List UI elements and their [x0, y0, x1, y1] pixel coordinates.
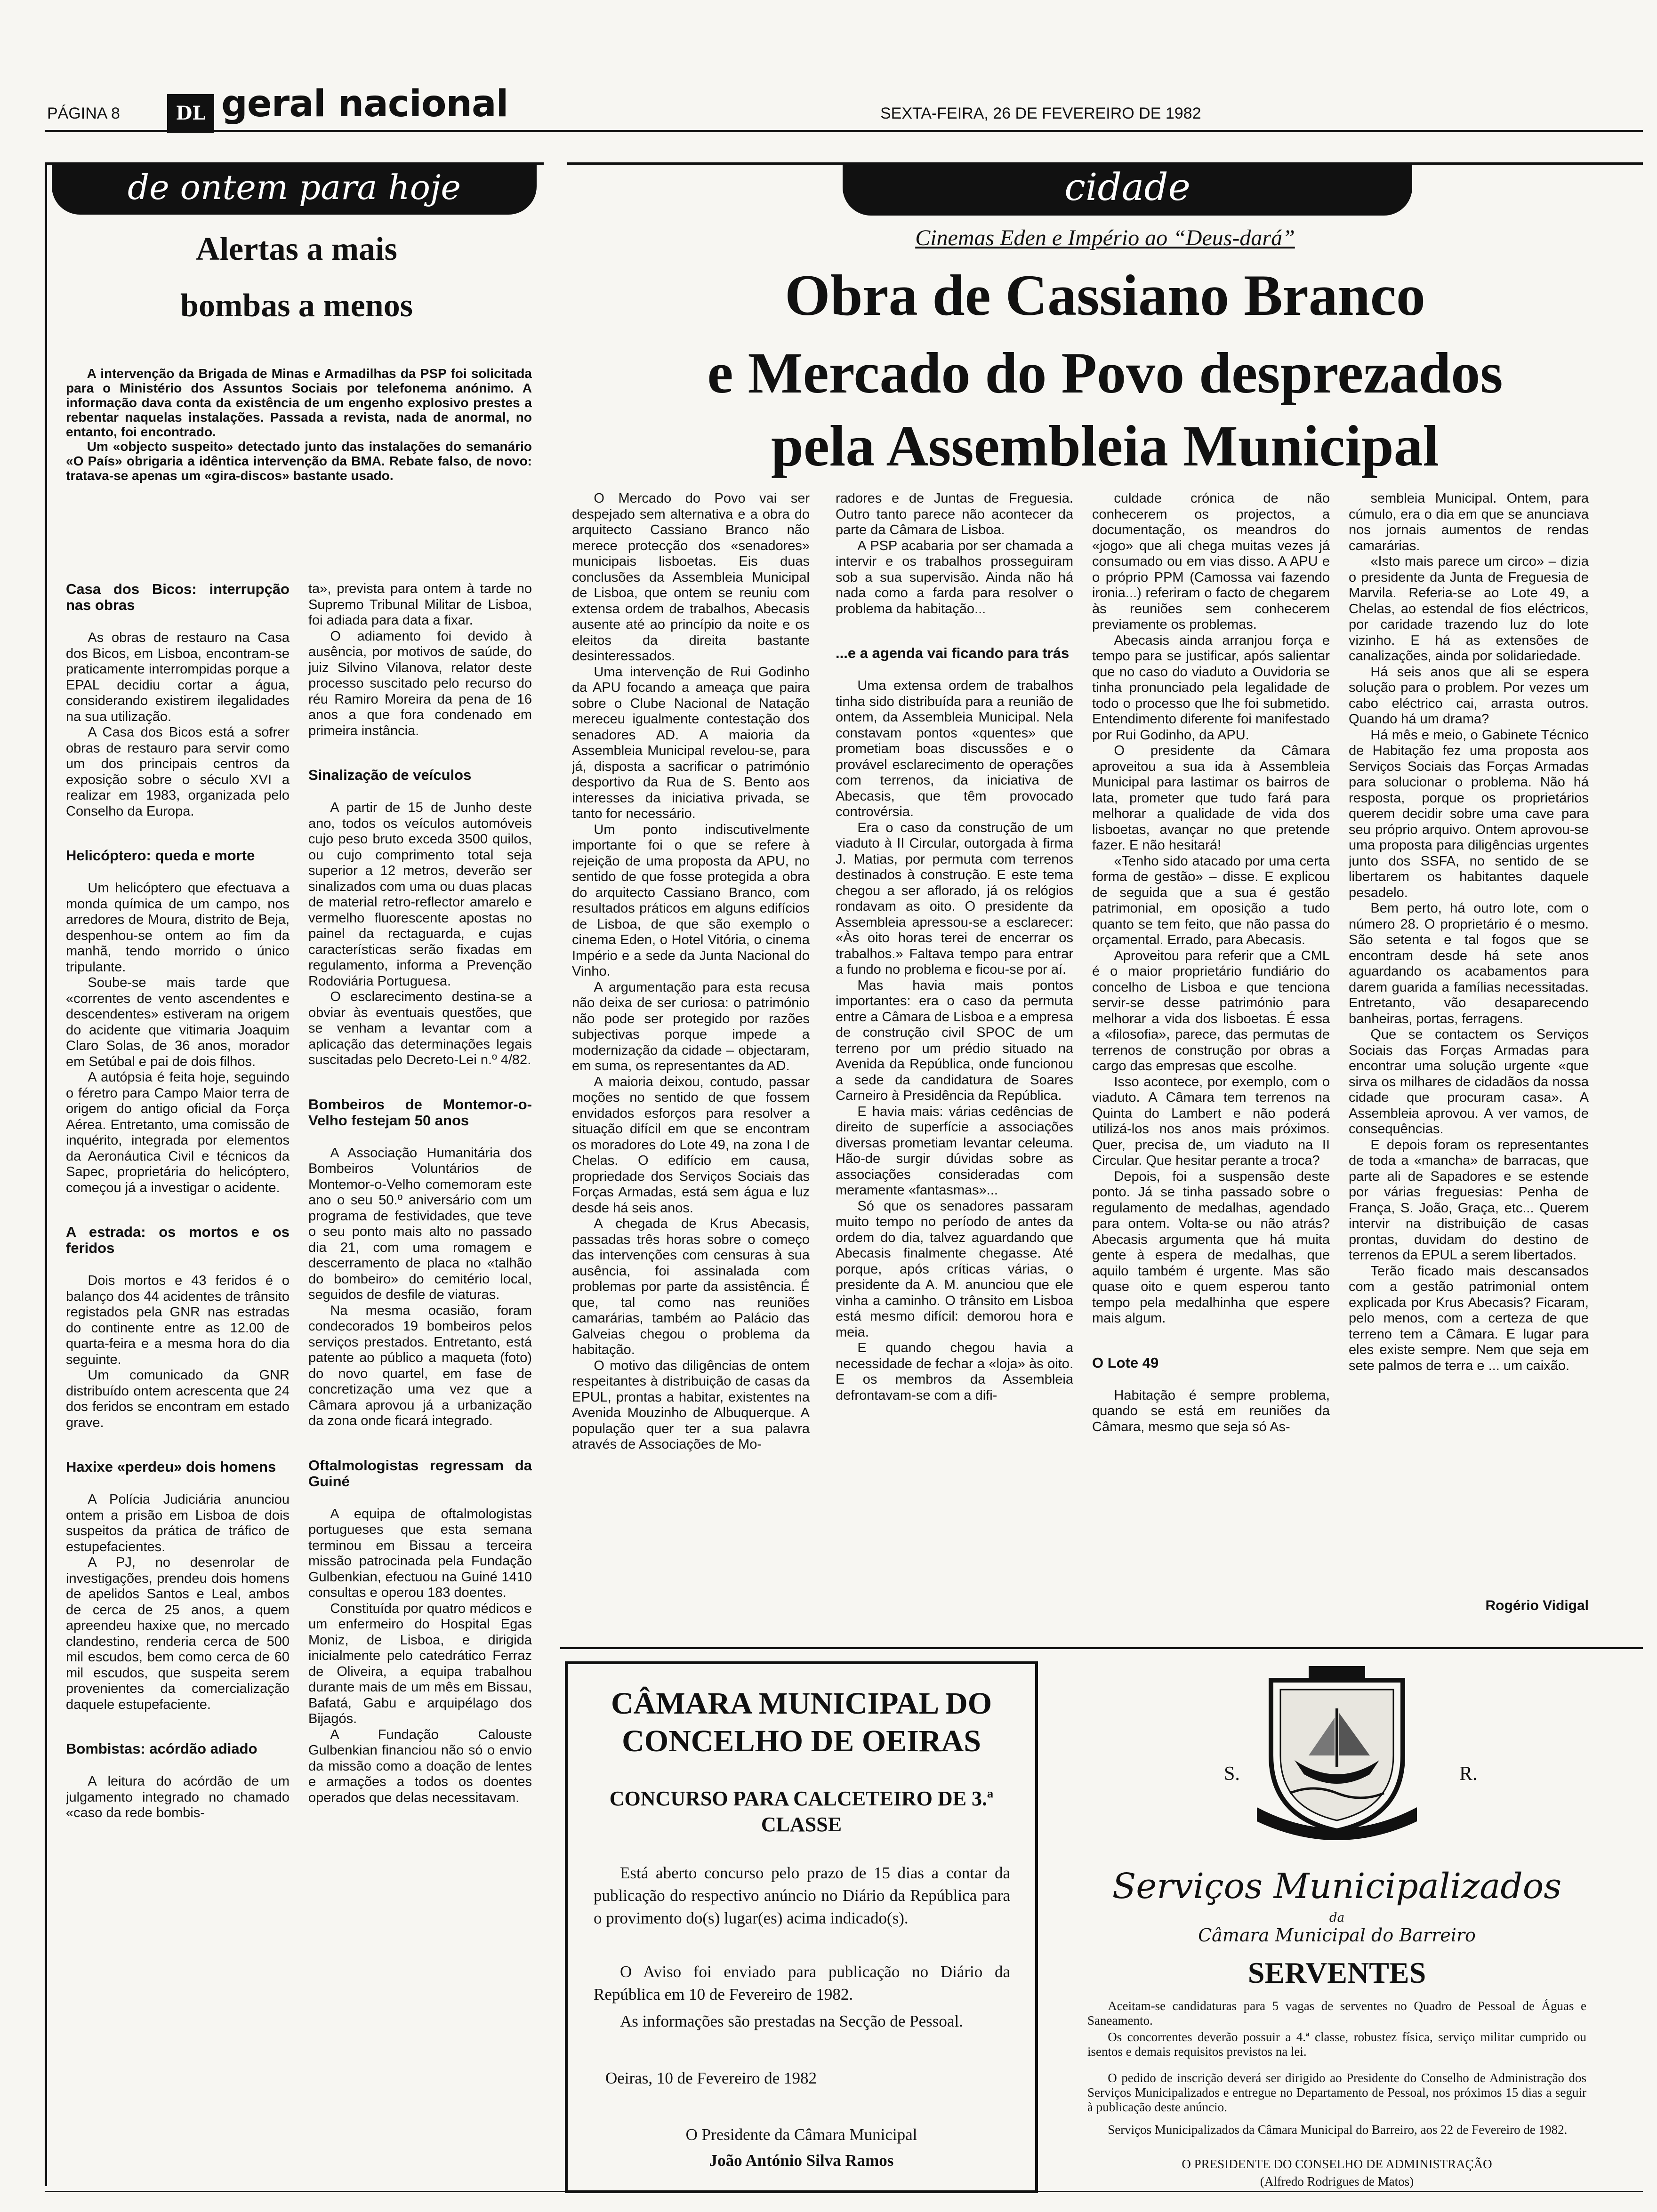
ad-oeiras-subtitle-2: CLASSE	[761, 1813, 842, 1836]
article-heading: Oftalmologistas regressam da Guiné	[308, 1457, 532, 1490]
left-section-banner: de ontem para hoje	[52, 164, 537, 215]
ad-barreiro-signer-title: O PRESIDENTE DO CONSELHO DE ADMINISTRAÇÃO	[1182, 2157, 1492, 2171]
article-section	[1349, 491, 1589, 1374]
article-paragraph: «Tenho sido atacado por uma certa forma de gestão» – disse. E explicou de seguida que a sua é gestão patrimonial, em oposição a tudo quanto se tem feito, que não passa do orçamental. Errado, para Abecasis.	[1092, 853, 1330, 947]
article-heading: Sinalização de veículos	[308, 767, 472, 783]
article-paragraph: Terão ficado mais descansados com a gestão patrimonial ontem explicada por Krus Abecasis? Ficaram, pelo menos, com a certeza de que terreno tem a Câmara. E lugar para eles existe sempre. Nem que seja em sete palmos de terra e ... um caixão.	[1349, 1263, 1589, 1373]
article-section	[66, 1741, 290, 1821]
ad-barreiro	[1069, 1664, 1605, 2196]
article-section	[66, 848, 290, 1196]
article-paragraph: Só que os senadores passaram muito tempo no período de antes da ordem do dia, talvez aguardando que Abecasis finalmente chegasse. Até porque, após críticas várias, o presidente da A. M. anunciou que ele vinha a caminho. O trânsito em Lisboa está mesmo difícil: demorou hora e meia.	[836, 1198, 1073, 1340]
ad-barreiro-script-title: Serviços Municipalizados	[1112, 1866, 1562, 1907]
ad-oeiras-title-2: CONCELHO DE OEIRAS	[622, 1724, 981, 1758]
ad-oeiras	[565, 1661, 1038, 2193]
article-paragraph: A chegada de Krus Abecasis, passadas três horas sobre o começo das intervenções com censuras à sua ausência, foi assinalada com problemas por parte da assistência. É que, tal como nas reuniões camarárias, também ao Palácio das Galveias chegou o problema da habitação.	[572, 1216, 810, 1357]
article-paragraph: O adiamento foi devido à ausência, por motivos de saúde, do juiz Silvino Vilanova, relator deste processo suscitado pelo recurso do réu Ramiro Moreira da pena de 16 anos a que fora condenado em primeira instância.	[308, 628, 532, 738]
article-paragraph: O Mercado do Povo vai ser despejado sem alternativa e a obra do arquitecto Cassiano Branco não merece protecção dos «senadores» municipais lisboetas. Eis duas conclusões da Assembleia Municipal de Lisboa, que ontem se reuniu com extensa ordem de trabalhos, Abecasis ausente até ao princípio da noite e os eleitos da direita bastante desinteressados.	[572, 491, 810, 664]
article-section	[836, 491, 1073, 617]
left-border-rule	[45, 162, 47, 2186]
article-paragraph: E quando chegou havia a necessidade de fechar a «loja» às oito. E os membros da Assembleia defrontavam-se com a difi-	[836, 1340, 1073, 1403]
ad-oeiras-paragraph: As informações são prestadas na Secção de Pessoal.	[620, 2012, 963, 2030]
article-paragraph: A leitura do acórdão de um julgamento integrado no chamado «caso da rede bombis-	[66, 1774, 290, 1820]
ad-oeiras-subtitle-1: CONCURSO PARA CALCETEIRO DE 3.ª	[609, 1787, 994, 1810]
article-paragraph: Era o caso da construção de um viaduto à II Circular, outorgada à firma J. Matias, por permuta com terrenos destinados à construção. E este tema chegou a ser aflorado, já os relógios rondavam as oito. O presidente da Assembleia apressou-se a esclarecer: «Às oito horas terei de encerrar os trabalhos.» Faltava tempo para entrar a fundo no problema e ficou-se por aí.	[836, 820, 1073, 977]
article-section	[1092, 491, 1330, 1327]
lead-paragraph: Um «objecto suspeito» detectado junto das instalações do semanário «O País» obrigaria a idêntica intervenção da BMA. Rebate falso, de novo: tratava-se apenas um «gira-discos» bastante usado.	[66, 439, 532, 483]
article-paragraph: A argumentação para esta recusa não deixa de ser curiosa: o património não pode ser protegido por razões subjectivas porque impede a modernização da cidade – objectaram, em suma, os representantes da AD.	[572, 979, 810, 1074]
article-heading: Helicóptero: queda e morte	[66, 847, 255, 864]
article-paragraph: Uma intervenção de Rui Godinho da APU focando a ameaça que paira sobre o Clube Nacional de Natação mereceu igualmente contestação dos senadores AD. A maioria da Assembleia Municipal revelou-se, para já, disposta a sacrificar o património desportivo da Rua de S. Bento aos interesses da iniciativa privada, se tanto for necessário.	[572, 664, 810, 821]
ad-barreiro-paragraph: Serviços Municipalizados da Câmara Municipal do Barreiro, aos 22 de Fevereiro de 1982.	[1108, 2123, 1568, 2137]
story-kicker: Cinemas Eden e Império ao “Deus-dará”	[915, 225, 1295, 250]
article-paragraph: Há mês e meio, o Gabinete Técnico de Habitação fez uma proposta aos Serviços Sociais das Forças Armadas para solucionar o problema. Não há resposta, porque os proprietários querem decidir sobre uma cave para seu próprio arquivo. Ontem aprovou-se uma proposta para diligências urgentes junto dos SSFA, no sentido de se libertarem os habitantes daquele pesadelo.	[1349, 727, 1589, 900]
article-paragraph: Soube-se mais tarde que «correntes de vento ascendentes e descendentes» estiveram na origem do acidente que vitimaria Joaquim Claro Solas, de 36 anos, morador em Setúbal e pai de dois filhos.	[66, 975, 290, 1069]
article-section	[836, 645, 1073, 1403]
ad-barreiro-letter-s: S.	[1224, 1763, 1240, 1785]
left-headline-2: bombas a menos	[180, 288, 413, 324]
ad-oeiras-place-date: Oeiras, 10 de Fevereiro de 1982	[605, 2069, 817, 2087]
article-section	[308, 581, 532, 739]
article-heading: ...e a agenda vai ficando para trás	[836, 645, 1070, 661]
story-column-3	[1092, 491, 1330, 1620]
newspaper-logo: DL	[167, 94, 214, 133]
article-paragraph: O esclarecimento destina-se a obviar às eventuais questões, que se venham a levantar com a aplicação das determinações legais suscitadas pelo Decreto-Lei n.º 4/82.	[308, 989, 532, 1067]
article-paragraph: A Fundação Calouste Gulbenkian financiou não só o envio da missão como a doação de lentes e armações a todos os doentes operados que delas necessitavam.	[308, 1727, 532, 1805]
left-lead-story	[66, 366, 532, 536]
article-paragraph: A maioria deixou, contudo, passar moções no sentido de que fossem envidados esforços para resolver a situação difícil em que se encontram os moradores do Lote 49, na zona I de Chelas. O edifício em causa, propriedade dos Serviços Sociais das Forças Armadas, está sem água e luz desde há seis anos.	[572, 1074, 810, 1216]
article-paragraph: Uma extensa ordem de trabalhos tinha sido distribuída para a reunião de ontem, da Assembleia Municipal. Nela constavam pontos «quentes» que prometiam boas discussões e o provável esclarecimento de operações com terrenos, da iniciativa de Abecasis, que têm provocado controvérsia.	[836, 678, 1073, 819]
header-rule	[45, 130, 1643, 132]
article-heading: Casa dos Bicos: interrupção nas obras	[66, 581, 290, 613]
story-headline-1: Obra de Cassiano Branco	[785, 263, 1425, 328]
lead-paragraph: A intervenção da Brigada de Minas e Armadilhas da PSP foi solicitada para o Ministério dos Assuntos Sociais por telefonema anónimo. A informação dava conta da existência de um engenho explosivo prestes a rebentar naquelas instalações. Passada a revista, nada de anormal, no entanto, foi encontrado.	[66, 366, 532, 439]
left-column-2	[308, 581, 532, 2177]
ad-barreiro-script-de: da	[1329, 1911, 1345, 1925]
article-heading: Bombistas: acórdão adiado	[66, 1740, 257, 1757]
ad-oeiras-signer-title: O Presidente da Câmara Municipal	[685, 2125, 917, 2144]
ad-oeiras-paragraph: O Aviso foi enviado para publicação no Diário da República em 10 de Fevereiro de 1982.	[594, 1963, 1010, 2004]
article-paragraph: A Casa dos Bicos está a sofrer obras de restauro para servir como um dos principais centros da exposição sobre o século XVI a realizar em 1983, organizada pelo Conselho da Europa.	[66, 725, 290, 819]
story-column-1	[572, 491, 810, 1620]
article-paragraph: sembleia Municipal. Ontem, para cúmulo, era o dia em que se anunciava nos jornais aumentos de rendas camarárias.	[1349, 491, 1589, 553]
article-paragraph: Depois, foi a suspensão deste ponto. Já se tinha passado sobre o regulamento de medalhas, agendado para ontem. Volta-se ou não atrás? Abecasis argumenta que há muita gente à espera de medalhas, que aquilo também é urgente. Mas são quase oito e quem esperou tanto tempo pela medalhinha que espere mais algum.	[1092, 1169, 1330, 1326]
barreiro-coat-of-arms-icon	[1243, 1666, 1431, 1840]
article-paragraph: Na mesma ocasião, foram condecorados 19 bombeiros pelos serviços prestados. Entretanto, está patente ao público a maqueta (foto) do novo quartel, em fase de concretização uma vez que a Câmara aprovou já a urbanização da zona onde ficará integrado.	[308, 1303, 532, 1428]
article-section	[308, 1097, 532, 1429]
ad-barreiro-paragraph: O pedido de inscrição deverá ser dirigido ao Presidente do Conselho de Administração dos Serviços Municipalizados e entregue no Departamento de Pessoal, nos próximos 15 dias a seguir à publicação deste anúncio.	[1087, 2071, 1586, 2114]
article-section	[66, 581, 290, 819]
article-paragraph: radores e de Juntas de Freguesia. Outro tanto parece não acontecer da parte da Câmara de Lisboa.	[836, 491, 1073, 537]
ad-barreiro-script-subtitle: Câmara Municipal do Barreiro	[1198, 1925, 1476, 1946]
article-paragraph: Bem perto, há outro lote, com o número 28. O proprietário é o mesmo. São setenta e tal fogos que se encontram desde há sete anos aguardando os acabamentos para darem guarida a famílias necessitadas. Entretanto, vão desaparecendo banheiras, portas, ferragens.	[1349, 901, 1589, 1026]
article-paragraph: A Associação Humanitária dos Bombeiros Voluntários de Montemor-o-Velho comemoram este ano o seu 50.º aniversário com um programa de festividades, que teve o seu ponto mais alto no passado dia 21, com uma romagem e descerramento de placa no «talhão do bombeiro» do cemitério local, seguidos de desfile de viaturas.	[308, 1145, 532, 1302]
article-paragraph: Um comunicado da GNR distribuído ontem acrescenta que 24 dos feridos se encontram em estado grave.	[66, 1368, 290, 1430]
article-paragraph: A partir de 15 de Junho deste ano, todos os veículos automóveis cujo peso bruto exceda 3500 quilos, ou cujo comprimento total seja superior a 12 metros, deverão ser sinalizados com uma ou duas placas de material retro-reflector amarelo e vermelho fluorescente apostas no painel da rectaguarda, e cujas características serão fixadas em regulamento, informa a Prevenção Rodoviária Portuguesa.	[308, 800, 532, 989]
article-section	[308, 767, 532, 1068]
issue-date: SEXTA-FEIRA, 26 DE FEVEREIRO DE 1982	[880, 104, 1201, 122]
article-paragraph: A PJ, no desenrolar de investigações, prendeu dois homens de apelidos Santos e Leal, ambos de cerca de 25 anos, a quem apreendeu haxixe que, no mercado clandestino, renderia cerca de 500 mil escudos, bem como cerca de 60 mil escudos, que suspeita serem provenientes da comercialização daquele estupefaciente.	[66, 1555, 290, 1712]
ad-barreiro-heading: SERVENTES	[1247, 1956, 1426, 1989]
story-column-4	[1349, 491, 1589, 1592]
article-paragraph: A autópsia é feita hoje, seguindo o féretro para Campo Maior terra de origem do antigo oficial da Força Aérea. Entretanto, uma comissão de inquérito, integrada por elementos da Aeronáutica Civil e técnicos da Sapec, proprietária do helicóptero, começou já a investigar o acidente.	[66, 1070, 290, 1195]
article-section	[1092, 1355, 1330, 1435]
byline: Rogério Vidigal	[1485, 1598, 1589, 1613]
left-column-1	[66, 581, 290, 2177]
article-paragraph: A Polícia Judiciária anunciou ontem a prisão em Lisboa de dois suspeitos da prática de tráfico de estupefacientes.	[66, 1492, 290, 1555]
article-section	[66, 1224, 290, 1431]
ads-top-rule	[560, 1647, 1643, 1649]
ad-oeiras-signer-name: João António Silva Ramos	[709, 2151, 894, 2170]
article-paragraph: O presidente da Câmara aproveitou a sua ida à Assembleia Municipal para lastimar os bairros de lata, prometer que tudo fará para melhorar a qualidade de vida dos lisboetas, avançar no que pretende fazer. E não hesitará!	[1092, 743, 1330, 853]
article-paragraph: Constituída por quatro médicos e um enfermeiro do Hospital Egas Moniz, de Lisboa, e dirigida inicialmente pelo catedrático Ferraz de Oliveira, a equipa trabalhou durante mais de um mês em Bissau, Bafatá, Gabu e arquipélago dos Bijagós.	[308, 1601, 532, 1726]
article-paragraph: Há seis anos que ali se espera solução para o problem. Por vezes um cabo eléctrico cai, arrasta outros. Quando há um drama?	[1349, 664, 1589, 727]
left-headline-1: Alertas a mais	[196, 231, 397, 267]
ad-barreiro-paragraph: Aceitam-se candidaturas para 5 vagas de serventes no Quadro de Pessoal de Águas e Saneamento.	[1087, 1999, 1586, 2028]
article-paragraph: Que se contactem os Serviços Sociais das Forças Armadas para encontrar uma solução urgente «que sirva os milhares de cidadãos da nossa cidade que procuram casa». A Assembleia aprovou. A ver vamos, de consequências.	[1349, 1027, 1589, 1137]
article-paragraph: A equipa de oftalmologistas portugueses que esta semana terminou em Bissau a terceira missão patrocinada pela Fundação Gulbenkian, efectuou na Guiné 1410 consultas e operou 183 doentes.	[308, 1506, 532, 1600]
ad-barreiro-letter-r: R.	[1459, 1763, 1478, 1785]
ad-oeiras-paragraph: Está aberto concurso pelo prazo de 15 dias a contar da publicação do respectivo anúncio no Diário da República para o provimento do(s) lugar(es) acima indicado(s).	[594, 1864, 1010, 1927]
ad-barreiro-signer-name: (Alfredo Rodrigues de Matos)	[1260, 2174, 1414, 2188]
article-heading: A estrada: os mortos e os feridos	[66, 1224, 290, 1256]
story-column-2	[836, 491, 1073, 1620]
article-section	[66, 1459, 290, 1713]
page-bottom-rule	[45, 2191, 1643, 2192]
article-paragraph: Abecasis ainda arranjou força e tempo para se justificar, após salientar que no caso do viaduto a Ouvidoria se tinha pronunciado pela legalidade de todo o processo que lhe foi submetido. Entendimento diferente foi manifestado por Rui Godinho, da APU.	[1092, 633, 1330, 743]
article-heading: Bombeiros de Montemor-o-Velho festejam 50 anos	[308, 1096, 532, 1129]
article-paragraph: Dois mortos e 43 feridos é o balanço dos 44 acidentes de trânsito registados pela GNR nas estradas do continente entre as 12.00 de quarta-feira e a mesma hora do dia seguinte.	[66, 1273, 290, 1367]
article-section	[308, 1458, 532, 1806]
article-section	[572, 491, 810, 1453]
article-paragraph: culdade crónica de não conhecerem os projectos, a documentação, os meandros do «jogo» que ali chega muitas vezes já consumado ou em vias disso. A APU e o próprio PPM (Camossa vai fazendo ironia...) referiram o facto de chegarem às reuniões sem conhecerem previamente os problemas.	[1092, 491, 1330, 632]
ad-oeiras-title-1: CÂMARA MUNICIPAL DO	[611, 1686, 992, 1721]
article-paragraph: E depois foram os representantes de toda a «mancha» de barracas, que parte ali de Sapadores e se estende por várias freguesias: Penha de França, S. João, Graça, etc... Querem intervir na distribuição de casas prontas, duvidam do destino de terrenos da EPUL a serem libertados.	[1349, 1137, 1589, 1263]
article-paragraph: O motivo das diligências de ontem respeitantes à distribuição de casas da EPUL, prontas a habitar, existentes na Avenida Mouzinho de Albuquerque. A população quer ter a sua palavra através de Associações de Mo-	[572, 1358, 810, 1452]
article-paragraph: As obras de restauro na Casa dos Bicos, em Lisboa, encontram-se praticamente interrompidas porque a EPAL decidiu cortar a água, considerando existirem ilegalidades na sua utilização.	[66, 630, 290, 724]
section-title: geral nacional	[221, 83, 508, 125]
article-heading: O Lote 49	[1092, 1354, 1159, 1371]
ad-barreiro-paragraph: Os concorrentes deverão possuir a 4.ª classe, robustez física, serviço militar cumprido ou isentos e demais requisitos previstos na lei.	[1087, 2030, 1586, 2059]
story-headline-3: pela Assembleia Municipal	[771, 414, 1440, 478]
article-paragraph: Um helicóptero que efectuava a monda química de um campo, nos arredores de Moura, distrito de Beja, despenhou-se ontem ao fim da manhã, tendo morrido o único tripulante.	[66, 881, 290, 975]
article-paragraph: A PSP acabaria por ser chamada a intervir e os trabalhos prosseguiram sob a sua supervisão. Ainda não há nada como a farda para resolver o problema da habitação...	[836, 538, 1073, 617]
article-paragraph: Aproveitou para referir que a CML é o maior proprietário fundiário do concelho de Lisboa e que tenciona servir-se desse património para melhorar a vida dos lisboetas. É essa a «filosofia», parece, das permutas de terrenos de construção por obras a cargo das empresas que escolhe.	[1092, 948, 1330, 1074]
article-heading: Haxixe «perdeu» dois homens	[66, 1459, 276, 1475]
article-paragraph: Mas havia mais pontos importantes: era o caso da permuta entre a Câmara de Lisboa e a empresa de construção civil SPOC de um terreno por um prédio situado na Avenida da República, onde funcionou a sede da candidatura de Soares Carneiro à Presidência da República.	[836, 978, 1073, 1103]
article-paragraph: ta», prevista para ontem à tarde no Supremo Tribunal Militar de Lisboa, foi adiada para data a fixar.	[308, 581, 532, 628]
article-paragraph: Habitação é sempre problema, quando se está em reuniões da Câmara, mesmo que seja só As-	[1092, 1387, 1330, 1435]
article-paragraph: Um ponto indiscutivelmente importante foi o que se refere à rejeição de uma proposta da APU, no sentido de que fosse protegida a obra do arquitecto Cassiano Branco, com resultados práticos em alguns edifícios de Lisboa, de que são exemplo o cinema Eden, o Hotel Vitória, o cinema Império e a sede da Junta Nacional do Vinho.	[572, 822, 810, 979]
right-section-banner: cidade	[843, 164, 1412, 216]
page-number: PÁGINA 8	[47, 104, 120, 122]
article-paragraph: «Isto mais parece um circo» – dizia o presidente da Junta de Freguesia de Marvila. Referia-se ao Lote 49, a Chelas, ao estendal de fios eléctricos, por caridade trazendo luz do lote vizinho. E há as extensões de canalizações, ainda por solidariedade.	[1349, 554, 1589, 664]
article-paragraph: Isso acontece, por exemplo, com o viaduto. A Câmara tem terrenos na Quinta do Lambert e não poderá utilizá-los nos anos mais próximos. Quer, precisa de, um viaduto na II Circular. Que hesitar perante a troca?	[1092, 1074, 1330, 1168]
story-headline-2: e Mercado do Povo desprezados	[707, 341, 1503, 405]
article-paragraph: E havia mais: várias cedências de direito de superfície a associações diversas prometiam levantar celeuma. Hão-de surgir dúvidas sobre as associações consideradas com meramente «fantasmas»...	[836, 1104, 1073, 1198]
